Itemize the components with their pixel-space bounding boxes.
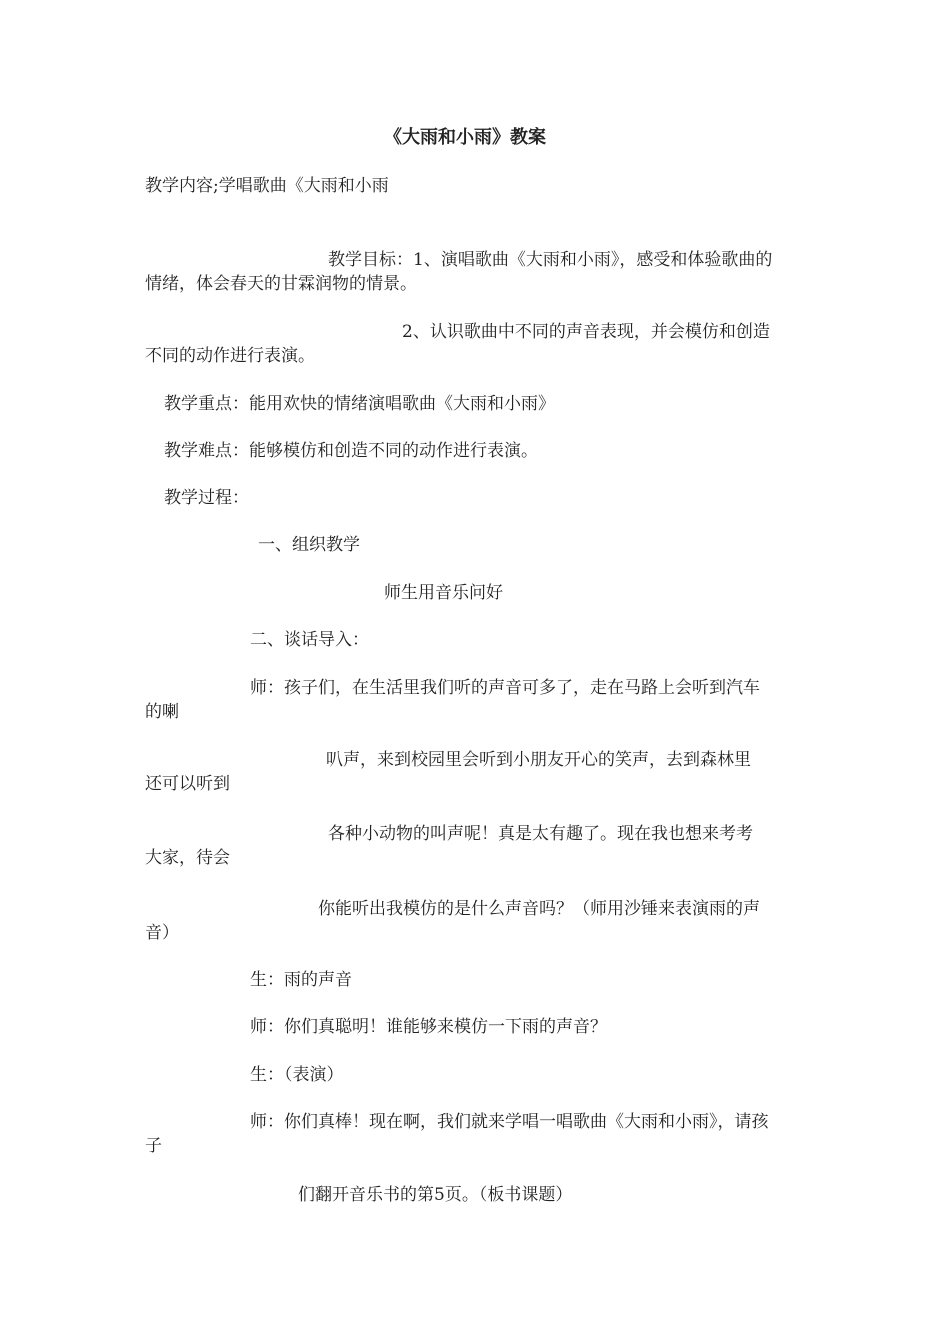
step-2-heading: 二、谈话导入：	[250, 630, 369, 650]
teaching-key-point: 教学重点：能用欢快的情绪演唱歌曲《大雨和小雨》	[164, 394, 555, 414]
student-line-1: 生：雨的声音	[250, 970, 352, 990]
teaching-goal-1-line-2: 情绪，体会春天的甘霖润物的情景。	[145, 274, 417, 294]
teacher-line-2-b: 还可以听到	[145, 774, 230, 794]
teacher-line-3-a: 各种小动物的叫声呢！真是太有趣了。现在我也想来考考	[328, 824, 753, 844]
teaching-process-heading: 教学过程：	[164, 488, 249, 508]
teacher-line-2-a: 叭声，来到校园里会听到小朋友开心的笑声，去到森林里	[326, 750, 751, 770]
teacher-line-6-a: 师：你们真棒！现在啊，我们就来学唱一唱歌曲《大雨和小雨》，请孩	[250, 1112, 769, 1132]
teacher-line-6-b: 子	[145, 1136, 162, 1156]
teacher-line-5: 师：你们真聪明！谁能够来模仿一下雨的声音？	[250, 1017, 607, 1037]
teacher-line-1-a: 师：孩子们，在生活里我们听的声音可多了，走在马路上会听到汽车	[250, 678, 760, 698]
teaching-content: 教学内容;学唱歌曲《大雨和小雨	[145, 176, 389, 196]
teacher-line-4-a: 你能听出我模仿的是什么声音吗？（师用沙锤来表演雨的声	[318, 899, 760, 919]
teacher-line-7: 们翻开音乐书的第5页。（板书课题）	[298, 1185, 573, 1205]
step-1-heading: 一、组织教学	[258, 535, 360, 555]
document-title: 《大雨和小雨》教案	[384, 127, 546, 148]
student-line-2: 生：（表演）	[250, 1065, 344, 1085]
teaching-goal-1-line-1: 教学目标：1、演唱歌曲《大雨和小雨》，感受和体验歌曲的	[328, 250, 773, 270]
teaching-goal-2-line-2: 不同的动作进行表演。	[145, 346, 315, 366]
teacher-line-3-b: 大家，待会	[145, 848, 230, 868]
teaching-difficulty: 教学难点：能够模仿和创造不同的动作进行表演。	[164, 441, 538, 461]
teacher-line-1-b: 的喇	[145, 702, 179, 722]
teacher-line-4-b: 音）	[145, 923, 179, 943]
teaching-goal-2-line-1: 2、认识歌曲中不同的声音表现，并会模仿和创造	[402, 322, 770, 342]
step-1-detail: 师生用音乐问好	[384, 583, 503, 603]
